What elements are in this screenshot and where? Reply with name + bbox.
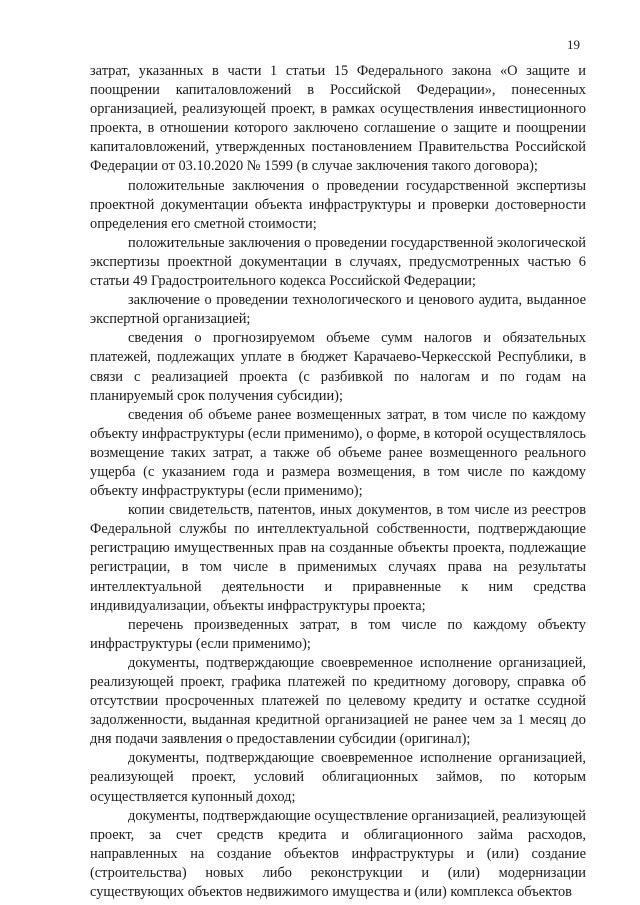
paragraph: документы, подтверждающие своевременное исполнение организацией, реализующей проект, графика платежей по кредитному договору, справка об отсутствии просроченных платежей по целевому кредиту и остатке ссудной задолженности, выданная кредитной организацией не ранее чем за 1 месяц до дня подачи заявления о предоставлении субсидии (оригинал);: [90, 654, 586, 748]
paragraph: сведения об объеме ранее возмещенных затрат, в том числе по каждому объекту инфраструктуры (если применимо), о форме, в которой осуществлялось возмещение таких затрат, а также об объеме ранее возмещенного реального ущерба (с указанием года и размера возмещения, в том числе по каждому объекту инфраструктуры (если применимо);: [90, 406, 586, 500]
paragraph: положительные заключения о проведении государственной экспертизы проектной документации объекта инфраструктуры и проверки достоверности определения его сметной стоимости;: [90, 177, 586, 232]
paragraph: положительные заключения о проведении государственной экологической экспертизы проектной документации в случаях, предусмотренных частью 6 статьи 49 Градостроительного кодекса Российской Федерации;: [90, 234, 586, 290]
paragraph: перечень произведенных затрат, в том числе по каждому объекту инфраструктуры (если применимо);: [90, 616, 586, 652]
document-body: [90, 62, 586, 902]
paragraph: документы, подтверждающие своевременное исполнение организацией, реализующей проект, условий облигационных займов, по которым осуществляется купонный доход;: [90, 750, 586, 805]
paragraph: копии свидетельств, патентов, иных документов, в том числе из реестров Федеральной службы по интеллектуальной собственности, подтверждающие регистрацию имущественных прав на созданные объекты проекта, подлежащие регистрации, в том числе в применимых случаях права на результаты интеллектуальной деятельности и приравненные к ним средства индивидуализации, объекты инфраструктуры проекта;: [90, 502, 586, 614]
paragraph-continuation: затрат, указанных в части 1 статьи 15 Федерального закона «О защите и поощрении капиталовложений в Российской Федерации», понесенных организацией, реализующей проект, в рамках осуществления инвестиционного проекта, в отношении которого заключено соглашение о защите и поощрении капиталовложений, утвержденных постановлением Правительства Российской Федерации от 03.10.2020 № 1599 (в случае заключения такого договора);: [90, 63, 586, 175]
paragraph: заключение о проведении технологического и ценового аудита, выданное экспертной организацией;: [90, 292, 586, 328]
paragraph: документы, подтверждающие осуществление организацией, реализующей проект, за счет средств кредита и облигационного займа расходов, направленных на создание объектов инфраструктуры и (или) создание (строительства) новых либо реконструкции и (или) модернизации существующих объектов недвижимого имущества и (или) комплекса объектов: [90, 807, 586, 901]
paragraph: сведения о прогнозируемом объеме сумм налогов и обязательных платежей, подлежащих уплате в бюджет Карачаево-Черкесской Республики, в связи с реализацией проекта (с разбивкой по налогам и по годам на планируемый срок получения субсидии);: [90, 330, 586, 404]
page-number: 19: [567, 37, 580, 52]
